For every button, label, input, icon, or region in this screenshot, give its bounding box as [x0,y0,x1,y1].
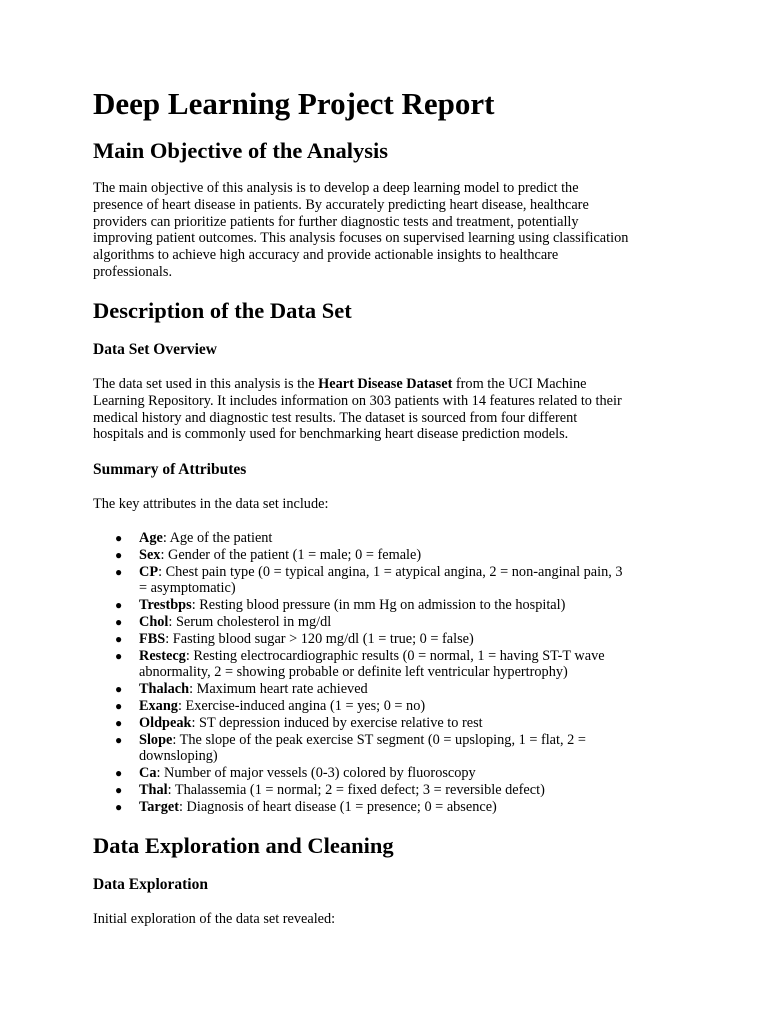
attribute-name: Target [139,798,179,815]
attribute-name: CP [139,563,159,580]
attribute-item [93,564,683,598]
attribute-item [93,681,683,698]
attribute-description: : Age of the patient [162,530,273,546]
attribute-name: Age [139,530,163,546]
attribute-name: Oldpeak [139,714,192,731]
document-title: Deep Learning Project Report [93,86,495,121]
attribute-item [93,715,683,732]
attribute-item [93,799,683,816]
attribute-item [93,782,683,799]
attribute-name: Trestbps [139,597,192,614]
attribute-description-cont: = asymptomatic) [139,580,236,597]
attribute-description: : Number of major vessels (0-3) colored by fluoroscopy [156,765,476,782]
attribute-description-cont: downsloping) [139,748,218,765]
bullet-icon: ● [115,766,123,781]
bullet-icon: ● [115,799,123,814]
bullet-icon: ● [115,782,123,797]
bullet-icon: ● [115,698,123,713]
attribute-item [93,547,683,564]
bullet-icon: ● [115,715,123,730]
attribute-description: : Serum cholesterol in mg/dl [168,613,332,630]
attribute-name: Ca [139,765,157,782]
attribute-description: : Chest pain type (0 = typical angina, 1 = atypical angina, 2 = non-anginal pain, 3 [158,563,623,580]
bullet-icon: ● [115,682,123,697]
bullet-icon: ● [115,732,123,747]
attribute-description: : Gender of the patient (1 = male; 0 = female) [160,546,422,563]
attribute-item [93,732,683,766]
attribute-list [93,530,683,816]
attribute-item [93,698,683,715]
attribute-description: : Thalassemia (1 = normal; 2 = fixed defect; 3 = reversible defect) [167,781,545,798]
bullet-icon: ● [115,648,123,663]
attribute-name: Exang [139,697,178,714]
attribute-description: : Resting electrocardiographic results (0 = normal, 1 = having ST-T wave [185,647,605,664]
attribute-description: : ST depression induced by exercise relative to rest [191,714,483,731]
objective-paragraph: The main objective of this analysis is to develop a deep learning model to predict the presence of heart disease in patients. By accurately predicting heart disease, healthcare providers can prioritize patients for further diagnostic tests and treatment, potentially improving patient outcomes. This analysis focuses on supervised learning using classification algorithms to achieve high accuracy and provide actionable insights to healthcare professionals. [93,180,629,280]
dataset-overview-heading: Data Set Overview [93,341,217,358]
summary-intro: The key attributes in the data set include: [93,496,329,512]
bullet-icon: ● [115,598,123,613]
attribute-description-cont: abnormality, 2 = showing probable or definite left ventricular hypertrophy) [139,664,568,681]
attribute-name: Restecg [139,647,186,664]
bullet-icon: ● [115,614,123,629]
bullet-icon: ● [115,547,123,562]
attribute-item [93,530,683,547]
attribute-description: : Maximum heart rate achieved [189,681,368,698]
attribute-description: : The slope of the peak exercise ST segment (0 = upsloping, 1 = flat, 2 = [172,731,586,748]
attribute-name: Sex [139,546,161,563]
attribute-description: : Diagnosis of heart disease (1 = presence; 0 = absence) [178,798,497,815]
dataset-name: Heart Disease Dataset [318,376,453,392]
attribute-name: Chol [139,613,169,630]
attribute-name: Slope [139,731,173,748]
attribute-name: FBS [139,630,166,647]
exploration-heading: Data Exploration and Cleaning [93,833,394,858]
dataset-overview-paragraph: The data set used in this analysis is the Heart Disease Dataset from the UCI Machine Learning Repository. It includes information on 303 patients with 14 features related to their medical history and diagnostic test results. The dataset is sourced from four different hospitals and is commonly used for benchmarking heart disease prediction models. [93,376,622,443]
summary-attributes-heading: Summary of Attributes [93,461,247,478]
bullet-icon: ● [115,631,123,646]
dataset-heading: Description of the Data Set [93,298,352,323]
attribute-name: Thal [139,781,168,798]
bullet-icon: ● [115,564,123,579]
objective-heading: Main Objective of the Analysis [93,138,388,163]
attribute-item [93,631,683,648]
attribute-item [93,614,683,631]
attribute-item [93,597,683,614]
attribute-description: : Fasting blood sugar > 120 mg/dl (1 = true; 0 = false) [165,630,474,647]
attribute-name: Thalach [139,681,190,698]
exploration-subheading: Data Exploration [93,876,208,893]
attribute-item [93,648,683,682]
exploration-intro: Initial exploration of the data set revealed: [93,911,336,927]
bullet-icon: ● [115,531,123,545]
attribute-item [93,765,683,782]
attribute-description: : Exercise-induced angina (1 = yes; 0 = no) [177,697,426,714]
attribute-description: : Resting blood pressure (in mm Hg on admission to the hospital) [191,597,566,614]
